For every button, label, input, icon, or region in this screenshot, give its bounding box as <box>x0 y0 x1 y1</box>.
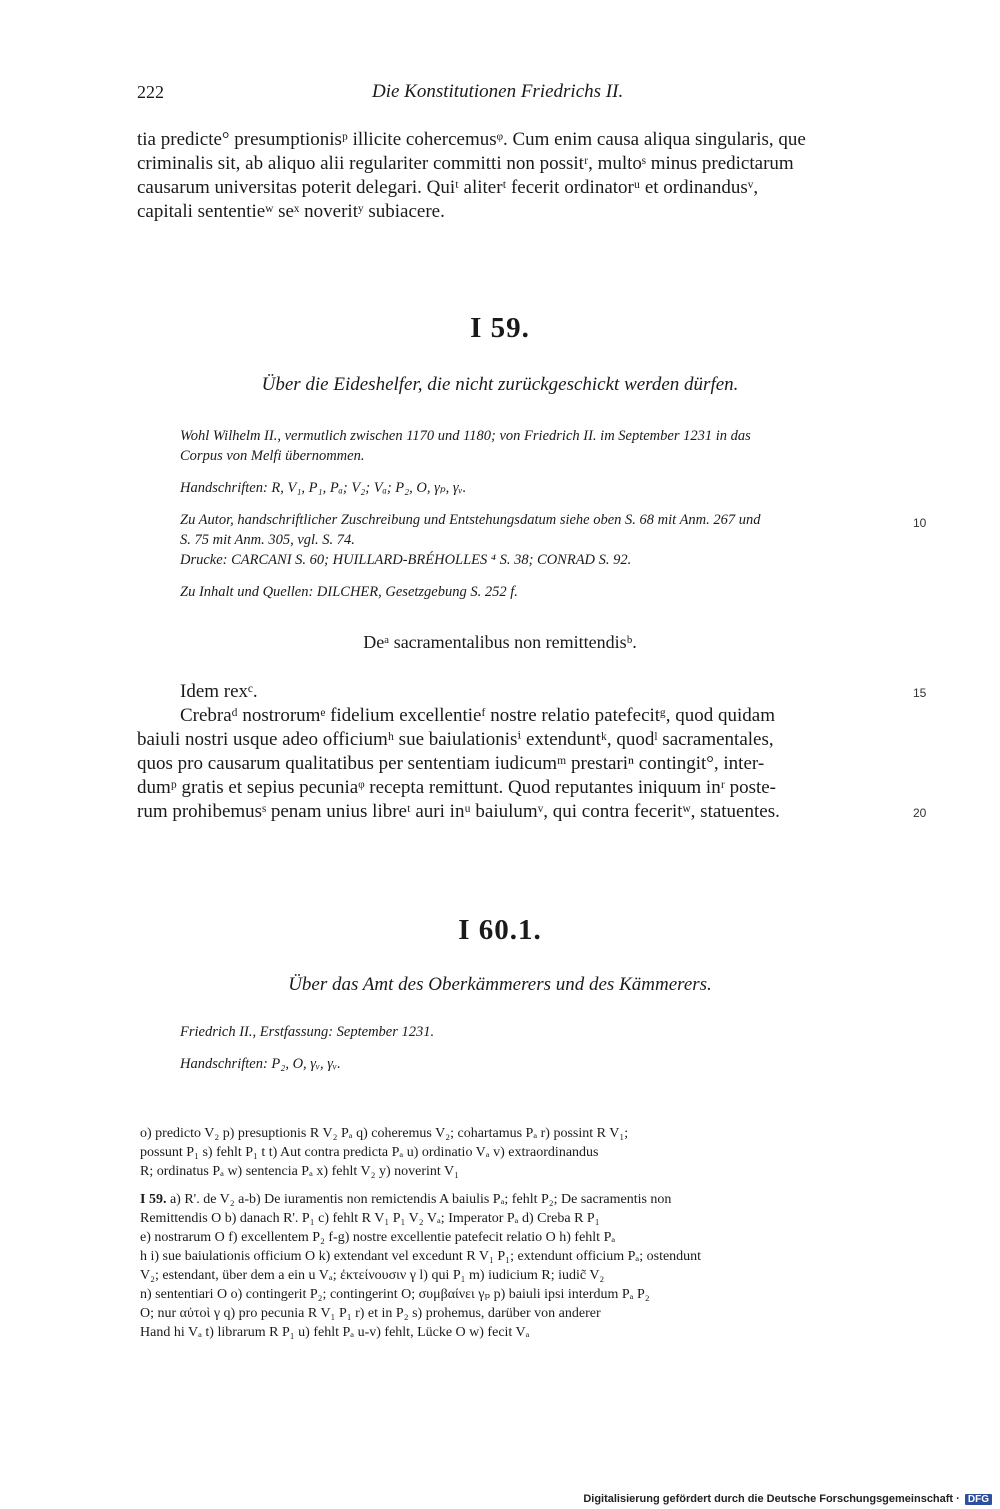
text-line: rum prohibemusˢ penam unius libreᵗ auri inᵘ baiulumᵛ, qui contra feceritʷ, statuentes. <box>137 801 780 822</box>
text-line: quos pro causarum qualitatibus per sententiam iudicumᵐ prestariⁿ contingit°, inter- <box>137 753 765 774</box>
text-line: baiuli nostri usque adeo officiumʰ sue baiulationisⁱ extenduntᵏ, quodˡ sacramentales, <box>137 729 774 750</box>
funding-text: Digitalisierung gefördert durch die Deutsche Forschungsgemeinschaft · <box>583 1493 960 1505</box>
footnotes-previous <box>140 1124 895 1181</box>
section-meta <box>180 426 895 602</box>
rubric: Deᵃ sacramentalibus non remittendisᵇ. <box>363 632 637 652</box>
meta-authorship: Corpus von Melfi übernommen. <box>180 448 365 464</box>
meta-authorship: Friedrich II., Erstfassung: September 1231. <box>180 1024 435 1040</box>
footnote-line: V₂; estendant, über dem a ein u Vₐ; ἐκτείνουσιν γ l) qui P₁ m) iudicium R; iudic̃ V₂ <box>140 1268 605 1283</box>
footnote-line: h i) sue baiulationis officium O k) extendant vel excedunt R V₁ P₁; extendunt officium Pₐ; ostendunt <box>140 1249 702 1264</box>
funding-banner <box>583 1493 992 1505</box>
intro-line: causarum universitas poterit delegari. Quiᵗ aliterᵗ fecerit ordinatorᵘ et ordinandusᵛ, <box>137 177 759 198</box>
intro-line: tia predicte° presumptionisᵖ illicite cohercemusᵠ. Cum enim causa aliqua singularis, que <box>137 129 806 150</box>
footnotes-i59 <box>140 1190 895 1342</box>
footnote-line: possunt P₁ s) fehlt P₁ t t) Aut contra predicta Pₐ u) ordinatio Vₐ v) extraordinandus <box>140 1145 599 1160</box>
footnote-section-label: I 59. <box>140 1192 167 1207</box>
footnote-line: R; ordinatus Pₐ w) sentencia Pₐ x) fehlt V₂ y) noverint V₁ <box>140 1164 460 1179</box>
footnote-line: Hand hi Vₐ t) librarum R P₁ u) fehlt Pₐ u-v) fehlt, Lücke O w) fecit Vₐ <box>140 1325 530 1340</box>
footnote-line: e) nostrarum O f) excellentem P₂ f-g) nostre excellentie patefecit relatio O h) fehlt Pₐ <box>140 1230 616 1245</box>
section-title: Über die Eideshelfer, die nicht zurückgeschickt werden dürfen. <box>261 374 739 395</box>
opening-line: Idem rexᶜ. <box>180 681 258 702</box>
footnote-line: n) sententiari O o) contingerit P₂; contingerint O; συμβαίνει γₚ p) baiuli ipsi interdum Pₐ P₂ <box>140 1287 650 1302</box>
intro-line: criminalis sit, ab aliquo alii regulariter committi non possitʳ, multoˢ minus predictarum <box>137 153 794 174</box>
footnote-line: O; nur αὐτοὶ γ q) pro pecunia R V₁ P₁ r) et in P₂ s) prohemus, darüber von anderer <box>140 1306 601 1321</box>
dfg-logo: DFG <box>965 1494 992 1505</box>
meta-authorship: Wohl Wilhelm II., vermutlich zwischen 1170 und 1180; von Friedrich II. im September 1231 in das <box>180 428 751 444</box>
section-number: I 60.1. <box>458 914 542 946</box>
section-title: Über das Amt des Oberkämmerers und des Kämmerers. <box>288 974 712 995</box>
meta-prints: Drucke: CARCANI S. 60; HUILLARD-BRÉHOLLES ⁴ S. 38; CONRAD S. 92. <box>180 552 632 568</box>
page-number: 222 <box>137 82 164 102</box>
main-paragraph <box>137 704 897 824</box>
meta-author-note: Zu Autor, handschriftlicher Zuschreibung und Entstehungsdatum siehe oben S. 68 mit Anm. 267 und <box>180 512 761 528</box>
meta-sources: Zu Inhalt und Quellen: DILCHER, Gesetzgebung S. 252 f. <box>180 584 518 600</box>
line-number: 15 <box>913 686 927 700</box>
footnote-line: Remittendis O b) danach R'. P₁ c) fehlt R V₁ P₁ V₂ Vₐ; Imperator Pₐ d) Creba R P₁ <box>140 1211 600 1226</box>
running-title: Die Konstitutionen Friedrichs II. <box>372 81 624 102</box>
section-meta <box>180 1022 895 1074</box>
intro-line: capitali sententieʷ seˣ noveritʸ subiacere. <box>137 201 445 222</box>
footnote-line: o) predicto V₂ p) presuptionis R V₂ Pₐ q) coheremus V₂; cohartamus Pₐ r) possint R V₁; <box>140 1126 629 1141</box>
line-number: 10 <box>913 516 927 530</box>
text-line: Crebraᵈ nostrorumᵉ fidelium excellentieᶠ nostre relatio patefecitᵍ, quod quidam <box>180 705 776 726</box>
text-line: dumᵖ gratis et sepius pecuniaᵠ recepta remittunt. Quod reputantes iniquum inʳ poste- <box>137 777 777 798</box>
meta-author-note: S. 75 mit Anm. 305, vgl. S. 74. <box>180 532 355 548</box>
line-number: 20 <box>913 806 927 820</box>
footnote-line: a) R'. de V₂ a-b) De iuramentis non remictendis A baiulis Pₐ; fehlt P₂; De sacramentis non <box>169 1192 672 1207</box>
meta-manuscripts: Handschriften: R, V₁, P₁, Pₐ; V₂; Vₐ; P₂, O, γₚ, γᵥ. <box>180 480 467 496</box>
meta-manuscripts: Handschriften: P₂, O, γᵥ, γᵥ. <box>180 1056 341 1072</box>
intro-paragraph <box>137 128 897 224</box>
section-number: I 59. <box>470 312 530 344</box>
